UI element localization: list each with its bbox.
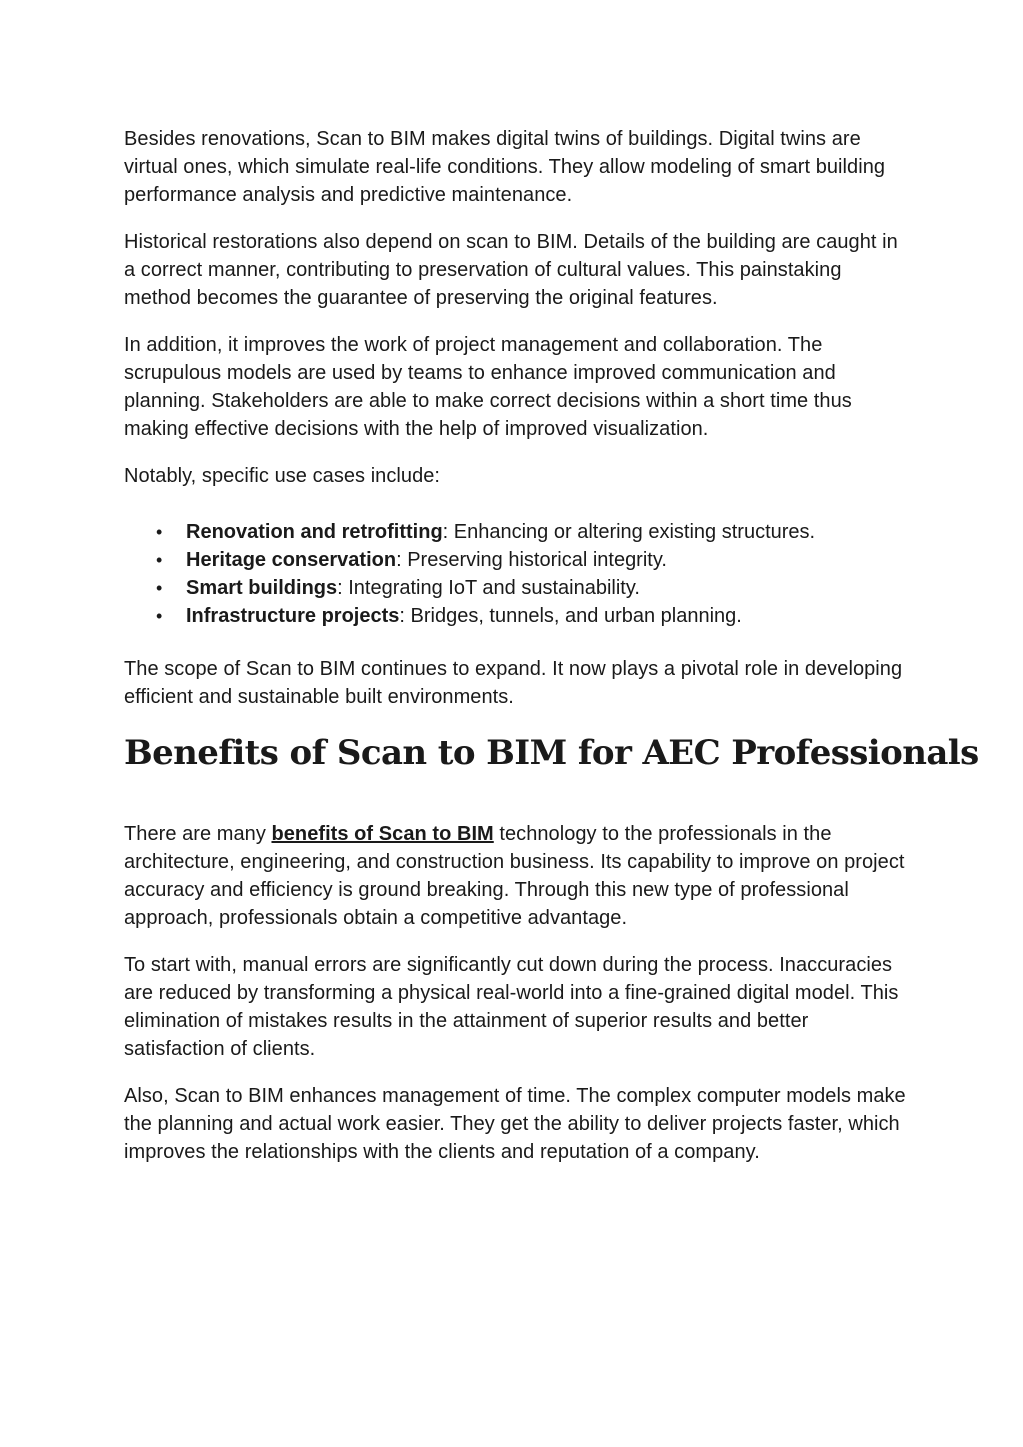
paragraph-use-cases-intro: Notably, specific use cases include:: [124, 465, 441, 487]
list-item-term: Smart buildings: [186, 577, 338, 599]
paragraph-scope: The scope of Scan to BIM continues to expand. It now plays a pivotal role in developing efficient and sustainable built environments.: [124, 658, 903, 708]
bullet-icon: •: [156, 578, 163, 598]
list-item: [124, 518, 914, 546]
paragraph-project-management: In addition, it improves the work of project management and collaboration. The scrupulous models are used by teams to enhance improved communication and planning. Stakeholders are able to make correct decisions within a short time thus making effective decisions with the help of improved visualization.: [124, 334, 852, 440]
paragraph-benefits-intro: [124, 820, 914, 932]
paragraph-time-management: Also, Scan to BIM enhances management of time. The complex computer models make the planning and actual work easier. They get the ability to deliver projects faster, which improves the relationships with the clients and reputation of a company.: [124, 1085, 906, 1163]
list-item: [124, 546, 914, 574]
list-item-term: Renovation and retrofitting: [186, 521, 443, 543]
paragraph-digital-twins: Besides renovations, Scan to BIM makes digital twins of buildings. Digital twins are virtual ones, which simulate real-life conditions. They allow modeling of smart building performance analysis and predictive maintenance.: [124, 128, 886, 206]
benefits-of-scan-to-bim-link[interactable]: benefits of Scan to BIM: [271, 823, 494, 845]
list-item: [124, 602, 914, 630]
list-item-term: Infrastructure projects: [186, 605, 400, 627]
paragraph-historical-restorations: Historical restorations also depend on scan to BIM. Details of the building are caught in a correct manner, contributing to preservation of cultural values. This painstaking method becomes the guarantee of preserving the original features.: [124, 231, 898, 309]
bullet-icon: •: [156, 550, 163, 570]
benefits-intro-before: There are many: [124, 823, 272, 845]
list-item: [124, 574, 914, 602]
list-item-description: : Integrating IoT and sustainability.: [337, 577, 640, 599]
section-heading: Benefits of Scan to BIM for AEC Professionals: [124, 733, 979, 773]
list-item-description: : Bridges, tunnels, and urban planning.: [399, 605, 742, 627]
bullet-icon: •: [156, 606, 163, 626]
document-page: [124, 125, 979, 1185]
list-item-term: Heritage conservation: [186, 549, 397, 571]
use-cases-list: [124, 518, 914, 630]
paragraph-manual-errors: To start with, manual errors are significantly cut down during the process. Inaccuracies are reduced by transforming a physical real-world into a fine-grained digital model. This elimination of mistakes results in the attainment of superior results and better satisfaction of clients.: [124, 954, 899, 1060]
list-item-description: : Enhancing or altering existing structures.: [442, 521, 816, 543]
list-item-description: : Preserving historical integrity.: [396, 549, 667, 571]
benefits-intro-after: technology to the professionals in the architecture, engineering, and construction business. Its capability to improve on project accuracy and efficiency is ground breaking. Through this new type of professional approach, professionals obtain a competitive advantage.: [124, 823, 905, 929]
bullet-icon: •: [156, 522, 163, 542]
